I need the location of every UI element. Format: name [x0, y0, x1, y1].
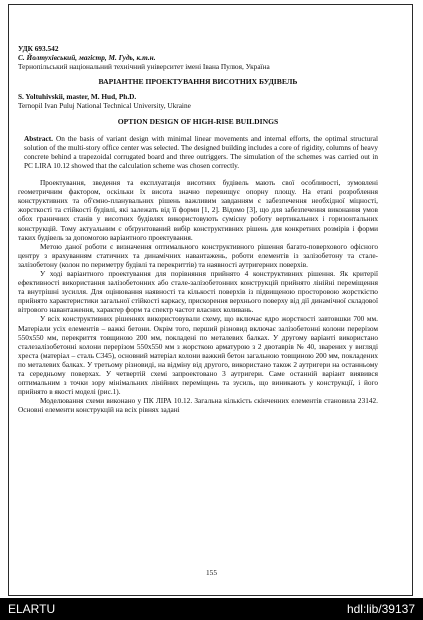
affiliation-en: Ternopil Ivan Puluj National Technical University, Ukraine [18, 101, 191, 111]
authors-en: S. Yoltuhivskii, master, M. Hud, Ph.D. [18, 92, 137, 102]
abstract-label: Abstract. [24, 133, 53, 143]
body-paragraph-4: У всіх конструктивних рішеннях використовували схему, що включає ядро жорсткості завтовшки 700 мм. Матеріали усіх елементів – важкі бетони. Окрім того, перший різновид включає залізобетонні колони перерізом 550х550 мм, перекриття товщиною 200 мм, покладені по металевих балках. У другому варіанті використано сталезалізобетонні колони перерізом 550х550 мм з жорсткою арматурою з 2 двотаврів № 40, зварених у вигляді хреста (матеріал – сталь С345), основний матеріал колони важкий бетон загальною товщиною 200 мм, покладених по металевих балках. У третьому різновиді, на відміну від другого, використано також 2 аутригери на останньому та середньому поверхах. У четвертій схемі запроектовано 3 аутригери. Саме останній варіант виявився оптимальним з точки зору мінімальних лінійних переміщень та зусиль, що виникають у конструкції, і його прийнято в якості моделі (рис.1). [18, 314, 378, 397]
title-en: OPTION DESIGN OF HIGH-RISE BUILDINGS [117, 116, 279, 126]
affiliation-ua: Тернопільський національний технічний університет імені Івана Пулюя, Україна [18, 62, 270, 72]
footer-bar [0, 598, 423, 620]
title-ua: ВАРІАНТНЕ ПРОЕКТУВАННЯ ВИСОТНИХ БУДІВЕЛЬ [98, 77, 298, 87]
udk-code: УДК 693.542 [18, 44, 59, 53]
body-paragraph-1: Проектування, зведення та експлуатація висотних будівель мають свої особливості, зумовлені геометричним фактором, оскільки їх висота значно перевищує опорну площу. На етапі розроблення конструктивних та об'ємно-планувальних рішень важливим завданням є забезпечення необхідної міцності, жорсткості та стійкості будівлі, які залежать від її форми [1, 2]. Відомо [3], що для забезпечення виконання умов обох граничних станів у висотних будівлях використовують сумісну роботу вертикальних і горизонтальних конструкцій. Тому актуальним є обґрунтований вибір конструктивних рішень для конкретних розмірів і форми таких будівель за допомогою варіантного проектування. [18, 178, 378, 242]
abstract [18, 134, 378, 170]
footer-handle: hdl:lib/39137 [346, 602, 415, 616]
body-paragraph-5: Моделювання схеми виконано у ПК ЛІРА 10.12. Загальна кількість скінченних елементів становила 23142. Основні елементи конструкцій на всіх рівнях задані [18, 396, 378, 415]
body-paragraph-3: У ході варіантного проектування для порівняння прийнято 4 конструктивних рішення. Як критерії ефективності використання залізобетонних або стале-залізобетонних конструкцій прийнято лінійні переміщення та внутрішні зусилля. Для оцінювання наявності та кількості поверхів із підвищеною просторовою жорсткістю прийнято характеристики загальної стійкості каркасу, прискорення верхнього поверху від дії динамічної складової вітрового навантаження, характер форм та спектр частот власних коливань. [18, 268, 378, 315]
authors-ua: С. Йолтухівський, магістр, М. Гудь, к.т.н. [18, 53, 156, 63]
abstract-text: On the basis of variant design with minimal linear movements and internal efforts, the optimal structural solution of the multi-story office center was selected. The designed building includes a core of rigidity, columns of heavy concrete behind a trapezoidal corrugated board and three outriggers. The simulation of the schemes was carried out in PC LIRA 10.12 showed that the calculation scheme was chosen correctly. [24, 133, 378, 170]
body-paragraph-2: Метою даної роботи є визначення оптимального конструктивного рішення багато-поверхового офісного центру з врахуванням статичних та динамічних навантажень, роботи елементів із залізобетону та стале-залізобетону (колон по периметру будівлі та перекриттів) та наявності аутригерних поверхів. [18, 241, 378, 269]
page-number: 155 [206, 568, 217, 577]
paper-page [18, 44, 378, 414]
footer-repository: ELARTU [8, 602, 56, 616]
